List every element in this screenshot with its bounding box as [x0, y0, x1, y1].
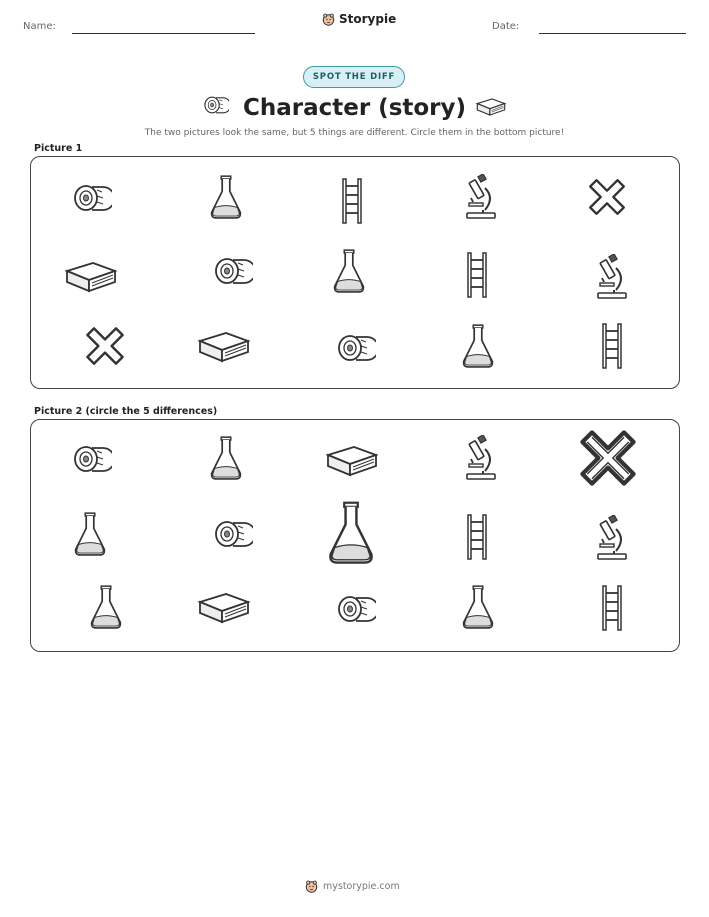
tape-roll-icon [336, 328, 376, 368]
storypie-mascot-icon [322, 13, 335, 26]
date-label: Date: [492, 21, 520, 32]
tape-roll-icon [203, 92, 229, 118]
book-icon [196, 323, 252, 371]
flask-icon [87, 584, 125, 632]
instructions: The two pictures look the same, but 5 things are different. Circle them in the bottom picture! [144, 128, 565, 138]
microscope-icon [465, 174, 497, 220]
picture2-panel[interactable] [30, 419, 680, 652]
footer [305, 880, 400, 893]
name-line[interactable] [72, 33, 255, 34]
date-line[interactable] [539, 33, 686, 34]
microscope-icon [596, 515, 628, 561]
flask-icon [207, 174, 245, 222]
x-mark-icon [576, 426, 640, 490]
book-icon [196, 584, 252, 632]
x-mark-icon [83, 324, 127, 368]
title-row [0, 90, 709, 126]
flask-icon [459, 584, 497, 632]
book-icon [63, 253, 119, 301]
activity-badge: SPOT THE DIFF [303, 66, 405, 88]
ladder-icon [466, 252, 488, 298]
brand-logo [322, 12, 396, 26]
microscope-icon [596, 254, 628, 300]
name-label: Name: [23, 21, 56, 32]
ladder-icon [466, 514, 488, 560]
flask-icon [71, 511, 109, 559]
flask-icon [330, 248, 368, 296]
flask-icon [207, 435, 245, 483]
storypie-mascot-icon [305, 880, 318, 893]
microscope-icon [465, 435, 497, 481]
brand-name: Storypie [339, 12, 397, 26]
tape-roll-icon [336, 589, 376, 629]
ladder-icon [601, 585, 623, 631]
x-mark-icon [586, 176, 628, 218]
flask-icon [459, 323, 497, 371]
picture2-label: Picture 2 (circle the 5 differences) [34, 406, 218, 417]
tape-roll-icon [72, 439, 112, 479]
page-title: Character (story) [242, 95, 467, 121]
tape-roll-icon [213, 514, 253, 554]
tape-roll-icon [72, 178, 112, 218]
book-icon [475, 92, 507, 122]
tape-roll-icon [213, 251, 253, 291]
picture1-panel [30, 156, 680, 389]
ladder-icon [341, 178, 363, 224]
footer-url[interactable]: mystorypie.com [323, 881, 400, 892]
ladder-icon [601, 323, 623, 369]
picture1-label: Picture 1 [34, 143, 83, 154]
book-icon [324, 437, 380, 485]
flask-icon [320, 500, 382, 568]
